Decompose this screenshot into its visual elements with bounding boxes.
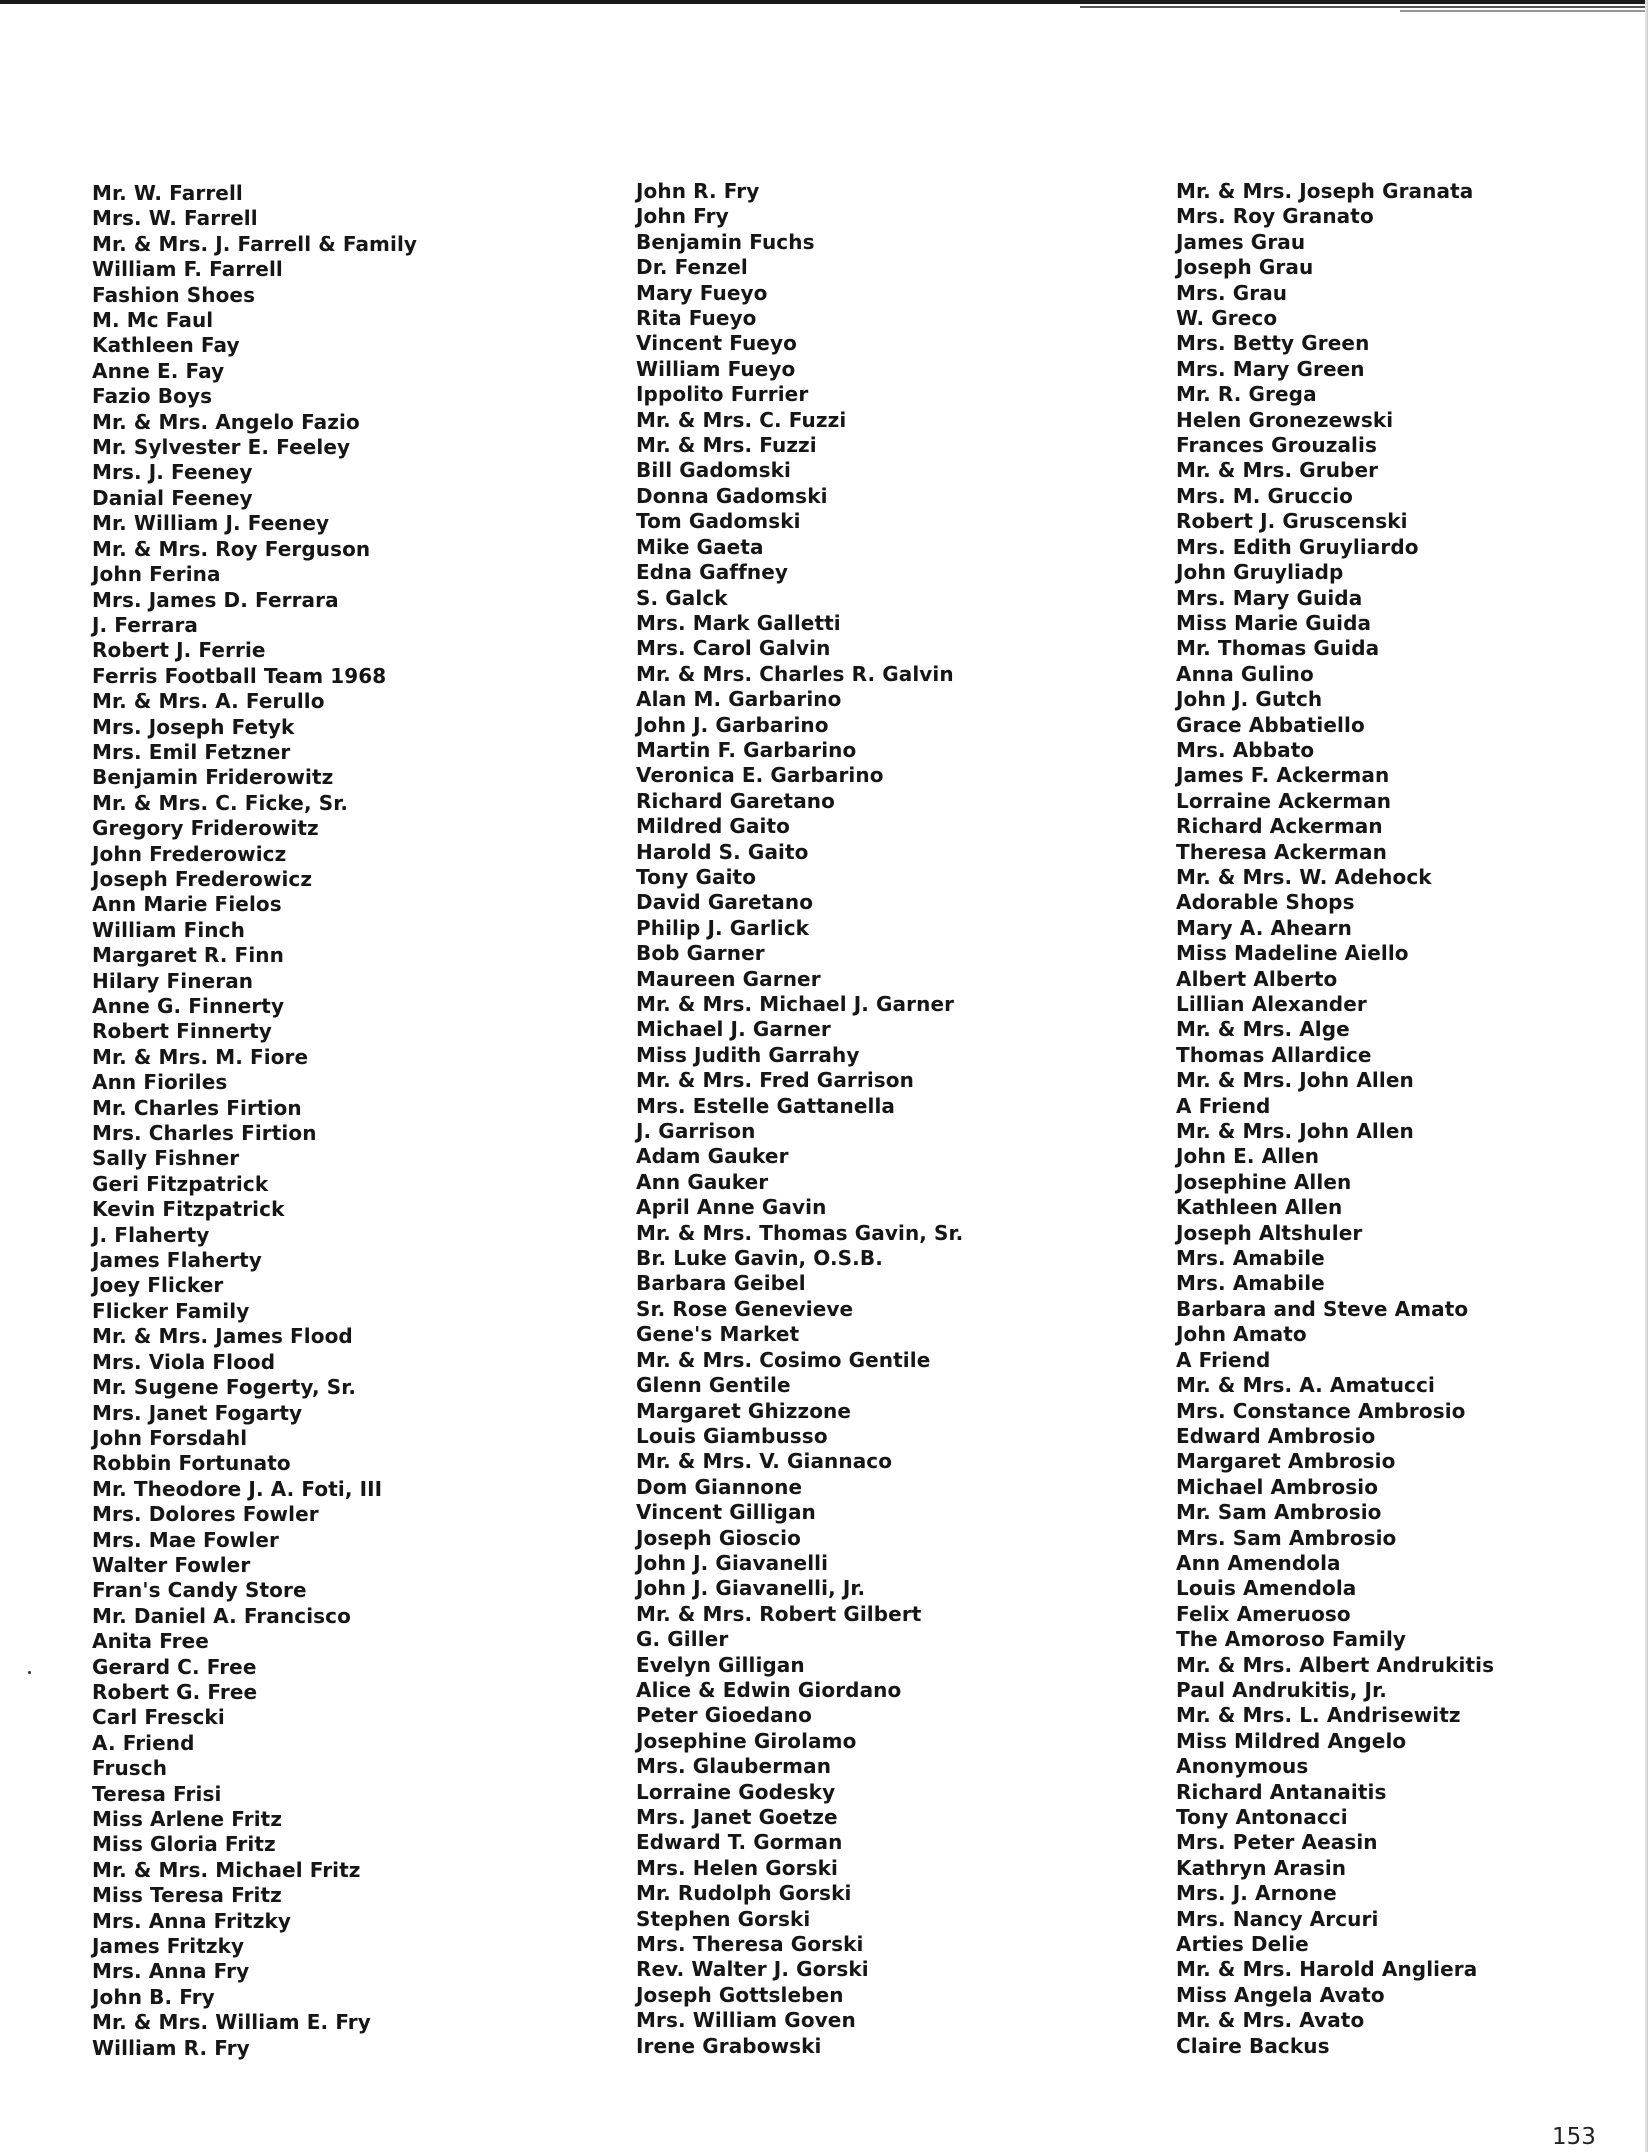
page-number: 153 [1552, 2124, 1596, 2150]
patron-name: Tom Gadomski [636, 509, 801, 534]
patron-name: Benjamin Fuchs [636, 229, 815, 254]
name-column-1 [92, 181, 417, 2061]
patron-name: Thomas Allardice [1176, 1042, 1372, 1067]
patron-name: Mrs. James D. Ferrara [92, 587, 339, 612]
patron-name: Michael Ambrosio [1176, 1474, 1379, 1499]
patron-name: Mrs. Anna Fry [92, 1959, 250, 1984]
patron-name: Mrs. W. Farrell [92, 206, 258, 231]
patron-name: Mr. William J. Feeney [92, 511, 330, 536]
patron-name: Albert Alberto [1176, 966, 1338, 991]
patron-name: John E. Allen [1176, 1144, 1320, 1169]
patron-name: Mrs. J. Feeney [92, 460, 253, 485]
patron-name: Mr. Thomas Guida [1176, 636, 1380, 661]
patron-name: Mrs. Theresa Gorski [636, 1932, 864, 1957]
patron-name: Mr. & Mrs. Albert Andrukitis [1176, 1652, 1495, 1677]
patron-name: Anna Gulino [1176, 661, 1314, 686]
patron-name: Mr. & Mrs. V. Giannaco [636, 1449, 893, 1474]
patron-name: Mrs. Nancy Arcuri [1176, 1906, 1379, 1931]
patron-name: Veronica E. Garbarino [636, 763, 884, 788]
patron-name: Gerard C. Free [92, 1654, 257, 1679]
patron-name: Margaret Ghizzone [636, 1398, 852, 1423]
patron-name: Alan M. Garbarino [636, 687, 842, 712]
patron-name: Mrs. Janet Goetze [636, 1805, 838, 1829]
patron-name: Barbara Geibel [636, 1271, 806, 1296]
patron-name: Fashion Shoes [92, 282, 256, 307]
patron-name: Mr. Sylvester E. Feeley [92, 435, 351, 460]
patron-name: Mr. & Mrs. A. Amatucci [1176, 1373, 1435, 1398]
patron-name: Miss Angela Avato [1176, 1982, 1385, 2007]
patron-name: John Frederowicz [92, 841, 287, 866]
patron-name: Robert J. Ferrie [92, 638, 266, 663]
patron-name: Mrs. Roy Granato [1176, 204, 1374, 229]
patron-name: Mr. & Mrs. John Allen [1176, 1119, 1414, 1144]
patron-name: Mrs. Mary Green [1176, 356, 1365, 381]
patron-name: John R. Fry [636, 179, 760, 203]
patron-name: Irene Grabowski [636, 2033, 822, 2058]
patron-name: Anne G. Finnerty [92, 994, 285, 1018]
patron-name: G. Giller [636, 1627, 729, 1652]
patron-name: Louis Giambusso [636, 1423, 828, 1448]
patron-name: Kathleen Fay [92, 333, 240, 358]
patron-name: Mr. & Mrs. John Allen [1176, 1068, 1414, 1093]
patron-name: Mrs. Glauberman [636, 1754, 832, 1779]
patron-name: Edward Ambrosio [1176, 1423, 1376, 1448]
patron-name: John B. Fry [92, 1984, 215, 2009]
patron-name: Mr. & Mrs. Angelo Fazio [92, 409, 360, 434]
patron-name: Maureen Garner [636, 966, 821, 991]
patron-name: John J. Garbarino [636, 712, 829, 737]
patron-name: Ippolito Furrier [636, 382, 809, 407]
patron-name: Mr. & Mrs. Charles R. Galvin [636, 661, 954, 686]
patron-name: Sr. Rose Genevieve [636, 1296, 854, 1321]
patron-name: Gregory Friderowitz [92, 816, 319, 841]
patron-name: John Ferina [92, 562, 221, 587]
patron-name: Carl Frescki [92, 1705, 225, 1730]
patron-name: Mr. Daniel A. Francisco [92, 1603, 351, 1628]
patron-name: Ann Fioriles [92, 1070, 228, 1095]
patron-name: Mr. & Mrs. Michael Fritz [92, 1857, 361, 1882]
patron-name: Margaret Ambrosio [1176, 1449, 1396, 1474]
patron-name: Robert G. Free [92, 1679, 258, 1704]
patron-name: A Friend [1176, 1093, 1271, 1118]
patron-name: Mrs. Mary Guida [1176, 585, 1363, 610]
patron-name: Mr. Rudolph Gorski [636, 1881, 852, 1906]
patron-name: Mr. & Mrs. Thomas Gavin, Sr. [636, 1220, 964, 1245]
patron-name: Mrs. Edith Gruyliardo [1176, 534, 1419, 559]
patron-name: Mrs. Carol Galvin [636, 636, 831, 661]
patron-name: Mrs. Mae Fowler [92, 1527, 280, 1552]
top-rule-secondary [1080, 6, 1648, 8]
patron-name: Mr. & Mrs. J. Farrell & Family [92, 231, 418, 256]
patron-name: Richard Antanaitis [1176, 1779, 1387, 1804]
patron-name: Anonymous [1176, 1754, 1309, 1779]
patron-name: Edna Gaffney [636, 560, 789, 585]
patron-name: Hilary Fineran [92, 968, 254, 993]
patron-name: Miss Teresa Fritz [92, 1883, 282, 1908]
patron-name: Miss Madeline Aiello [1176, 941, 1409, 966]
patron-name: Tony Gaito [636, 864, 757, 889]
patron-name: Miss Judith Garrahy [636, 1042, 860, 1067]
patron-name: Philip J. Garlick [636, 915, 810, 940]
patron-name: Mrs. Joseph Fetyk [92, 714, 295, 739]
patron-name: Mike Gaeta [636, 534, 764, 559]
patron-name: Mary Fueyo [636, 280, 768, 305]
patron-name: Mrs. Abbato [1176, 737, 1315, 762]
patron-name: Mr. & Mrs. Alge [1176, 1017, 1350, 1042]
patron-name: Mr. & Mrs. A. Ferullo [92, 689, 325, 714]
patron-name: M. Mc Faul [92, 308, 214, 333]
patron-name: Mr. W. Farrell [92, 181, 243, 205]
patron-name: Mrs. Helen Gorski [636, 1855, 838, 1880]
patron-name: J. Garrison [636, 1119, 756, 1144]
patron-name: Vincent Fueyo [636, 331, 797, 356]
patron-name: Donna Gadomski [636, 483, 828, 508]
patron-name: Sally Fishner [92, 1146, 240, 1171]
patron-name: Mrs. Mark Galletti [636, 610, 841, 635]
patron-name: Lillian Alexander [1176, 992, 1367, 1016]
patron-name: Mary A. Ahearn [1176, 915, 1352, 940]
patron-name: Mr. & Mrs. Robert Gilbert [636, 1601, 922, 1626]
patron-name: Ann Marie Fielos [92, 892, 282, 917]
patron-name: Felix Ameruoso [1176, 1601, 1351, 1626]
patron-name: James F. Ackerman [1176, 763, 1390, 788]
patron-name: Flicker Family [92, 1298, 250, 1323]
patron-name: Mr. R. Grega [1176, 382, 1317, 407]
patron-name: Mr. & Mrs. M. Fiore [92, 1044, 309, 1069]
patron-name: Kathryn Arasin [1176, 1855, 1347, 1880]
stray-ink-mark [28, 1671, 31, 1674]
patron-name: Anne E. Fay [92, 358, 225, 383]
patron-name: Helen Gronezewski [1176, 407, 1394, 432]
patron-name: Josephine Allen [1176, 1169, 1352, 1194]
patron-name: Mr. & Mrs. Fred Garrison [636, 1068, 914, 1093]
patron-name: Michael J. Garner [636, 1017, 831, 1042]
patron-name: Robbin Fortunato [92, 1451, 291, 1476]
patron-name: David Garetano [636, 890, 814, 915]
patron-name: James Flaherty [92, 1248, 262, 1273]
patron-name: Alice & Edwin Giordano [636, 1677, 902, 1702]
patron-name: Josephine Girolamo [636, 1728, 857, 1753]
patron-name: Mrs. J. Arnone [1176, 1881, 1337, 1906]
patron-name: Adorable Shops [1176, 890, 1355, 915]
patron-name: William R. Fry [92, 2035, 250, 2060]
patron-name: John J. Gutch [1176, 687, 1323, 712]
patron-name: Mildred Gaito [636, 814, 791, 839]
patron-name: Benjamin Friderowitz [92, 765, 334, 790]
patron-name: J. Ferrara [92, 612, 198, 637]
patron-name: April Anne Gavin [636, 1195, 827, 1220]
patron-name: Bill Gadomski [636, 458, 791, 483]
patron-name: S. Galck [636, 585, 728, 610]
patron-name: Mrs. Charles Firtion [92, 1121, 317, 1146]
patron-name: Mrs. M. Gruccio [1176, 483, 1354, 508]
patron-name: Mr. Sugene Fogerty, Sr. [92, 1375, 357, 1400]
patron-name: Mrs. Estelle Gattanella [636, 1093, 895, 1118]
patron-name: Gene's Market [636, 1322, 800, 1347]
patron-name: Evelyn Gilligan [636, 1652, 805, 1677]
patron-name: Mrs. Amabile [1176, 1246, 1325, 1271]
patron-name: Dr. Fenzel [636, 255, 748, 280]
patron-name: Barbara and Steve Amato [1176, 1296, 1469, 1321]
patron-name: John Forsdahl [92, 1425, 248, 1450]
patron-name: Mrs. William Goven [636, 2008, 856, 2033]
patron-name: Mr. & Mrs. Roy Ferguson [92, 536, 371, 561]
patron-name: Mrs. Viola Flood [92, 1349, 276, 1374]
patron-name: Frusch [92, 1756, 168, 1781]
patron-name: Paul Andrukitis, Jr. [1176, 1677, 1387, 1702]
patron-name: Arties Delie [1176, 1932, 1309, 1957]
patron-name: Fazio Boys [92, 384, 213, 409]
patron-name: Edward T. Gorman [636, 1830, 843, 1855]
patron-name: Miss Gloria Fritz [92, 1832, 276, 1857]
patron-name: Teresa Frisi [92, 1781, 222, 1806]
patron-name: William Fueyo [636, 356, 796, 381]
patron-name: Joseph Gioscio [636, 1525, 801, 1550]
patron-name: Mr. Charles Firtion [92, 1095, 302, 1120]
patron-name: John J. Giavanelli, Jr. [636, 1576, 866, 1601]
patron-name: Martin F. Garbarino [636, 737, 857, 762]
patron-name: Harold S. Gaito [636, 839, 809, 864]
patron-name: Geri Fitzpatrick [92, 1171, 269, 1196]
patron-name: John Amato [1176, 1322, 1307, 1347]
patron-name: The Amoroso Family [1176, 1627, 1407, 1652]
patron-name: Mr. & Mrs. Joseph Granata [1176, 179, 1474, 203]
patron-name: Mrs. Janet Fogarty [92, 1400, 303, 1425]
patron-name: Rev. Walter J. Gorski [636, 1957, 869, 1982]
patron-name: Mr. & Mrs. Avato [1176, 2008, 1365, 2033]
patron-name: Miss Arlene Fritz [92, 1807, 283, 1831]
patron-name: Fran's Candy Store [92, 1578, 307, 1603]
patron-name: Mr. & Mrs. C. Fuzzi [636, 407, 847, 432]
patron-name: Vincent Gilligan [636, 1500, 816, 1525]
patron-name: Bob Garner [636, 941, 765, 966]
patron-name: Grace Abbatiello [1176, 712, 1365, 737]
patron-name: Kathleen Allen [1176, 1195, 1343, 1220]
patron-name: Mr. Sam Ambrosio [1176, 1500, 1382, 1525]
patron-name: Frances Grouzalis [1176, 433, 1377, 458]
patron-name: Richard Garetano [636, 788, 835, 813]
top-rule-tertiary [1400, 10, 1648, 12]
patron-name: Glenn Gentile [636, 1373, 791, 1398]
patron-name: Mrs. Sam Ambrosio [1176, 1525, 1397, 1550]
patron-name: Adam Gauker [636, 1144, 789, 1169]
patron-name: James Grau [1176, 229, 1306, 254]
patron-name: Mrs. Grau [1176, 280, 1288, 305]
patron-name: W. Greco [1176, 306, 1278, 331]
patron-name: Mrs. Constance Ambrosio [1176, 1398, 1466, 1423]
patron-name: Mrs. Anna Fritzky [92, 1908, 291, 1933]
patron-name: Peter Gioedano [636, 1703, 812, 1728]
patron-name: Mrs. Betty Green [1176, 331, 1370, 356]
patron-name: Br. Luke Gavin, O.S.B. [636, 1246, 883, 1271]
patron-name: Miss Mildred Angelo [1176, 1728, 1407, 1753]
patron-name: Mr. & Mrs. L. Andrisewitz [1176, 1703, 1461, 1728]
patron-name: Stephen Gorski [636, 1906, 811, 1931]
patron-name: Robert J. Gruscenski [1176, 509, 1408, 534]
patron-name: Lorraine Godesky [636, 1779, 836, 1804]
patron-name: Walter Fowler [92, 1552, 251, 1577]
patron-name: Mr. & Mrs. Fuzzi [636, 433, 817, 458]
patron-name: Tony Antonacci [1176, 1805, 1348, 1829]
patron-name: Margaret R. Finn [92, 943, 284, 968]
patron-name: Anita Free [92, 1629, 209, 1654]
patron-name: William Finch [92, 917, 245, 942]
patron-name: Mr. & Mrs. Harold Angliera [1176, 1957, 1478, 1982]
patron-name: Claire Backus [1176, 2033, 1330, 2058]
name-column-3 [1176, 179, 1494, 2059]
patron-name: Mr. & Mrs. W. Adehock [1176, 864, 1432, 889]
patron-name: Mr. & Mrs. William E. Fry [92, 2010, 371, 2035]
patron-name: Ann Amendola [1176, 1550, 1341, 1575]
patron-name: John Fry [636, 204, 729, 229]
patron-name: Ferris Football Team 1968 [92, 663, 387, 688]
patron-name: Dom Giannone [636, 1474, 803, 1499]
patron-name: John Gruyliadp [1176, 560, 1344, 585]
patron-name: Kevin Fitzpatrick [92, 1197, 285, 1222]
patron-name: Robert Finnerty [92, 1019, 272, 1044]
patron-name: Mr. Theodore J. A. Foti, III [92, 1476, 383, 1501]
patron-name: Mrs. Emil Fetzner [92, 739, 291, 764]
patron-name: Ann Gauker [636, 1169, 769, 1194]
patron-name: A Friend [1176, 1347, 1271, 1372]
name-column-2 [636, 179, 963, 2059]
patron-name: Louis Amendola [1176, 1576, 1357, 1601]
patron-name: J. Flaherty [92, 1222, 210, 1247]
patron-name: Mr. & Mrs. Michael J. Garner [636, 992, 955, 1016]
patron-name: Mrs. Peter Aeasin [1176, 1830, 1378, 1855]
patron-name: Mr. & Mrs. James Flood [92, 1324, 353, 1349]
patron-name: A. Friend [92, 1730, 195, 1755]
patron-name: Theresa Ackerman [1176, 839, 1387, 864]
patron-name: Richard Ackerman [1176, 814, 1383, 839]
patron-name: Mrs. Amabile [1176, 1271, 1325, 1296]
patron-name: Joey Flicker [92, 1273, 224, 1298]
patron-name: Joseph Altshuler [1176, 1220, 1363, 1245]
patron-name: Mr. & Mrs. C. Ficke, Sr. [92, 790, 349, 815]
patron-name: Rita Fueyo [636, 306, 757, 331]
patron-name: Mr. & Mrs. Cosimo Gentile [636, 1347, 931, 1372]
patron-name: William F. Farrell [92, 257, 283, 282]
patron-name: James Fritzky [92, 1934, 245, 1959]
patron-name: Joseph Grau [1176, 255, 1314, 280]
patron-name: Joseph Gottsleben [636, 1982, 844, 2007]
patron-name: Miss Marie Guida [1176, 610, 1372, 635]
patron-name: Mrs. Dolores Fowler [92, 1502, 319, 1527]
top-rule [0, 0, 1648, 4]
patron-name: John J. Giavanelli [636, 1550, 829, 1575]
patron-name: Lorraine Ackerman [1176, 788, 1392, 813]
patron-name: Mr. & Mrs. Gruber [1176, 458, 1379, 483]
patron-name: Danial Feeney [92, 485, 253, 510]
patron-name: Joseph Frederowicz [92, 866, 313, 891]
